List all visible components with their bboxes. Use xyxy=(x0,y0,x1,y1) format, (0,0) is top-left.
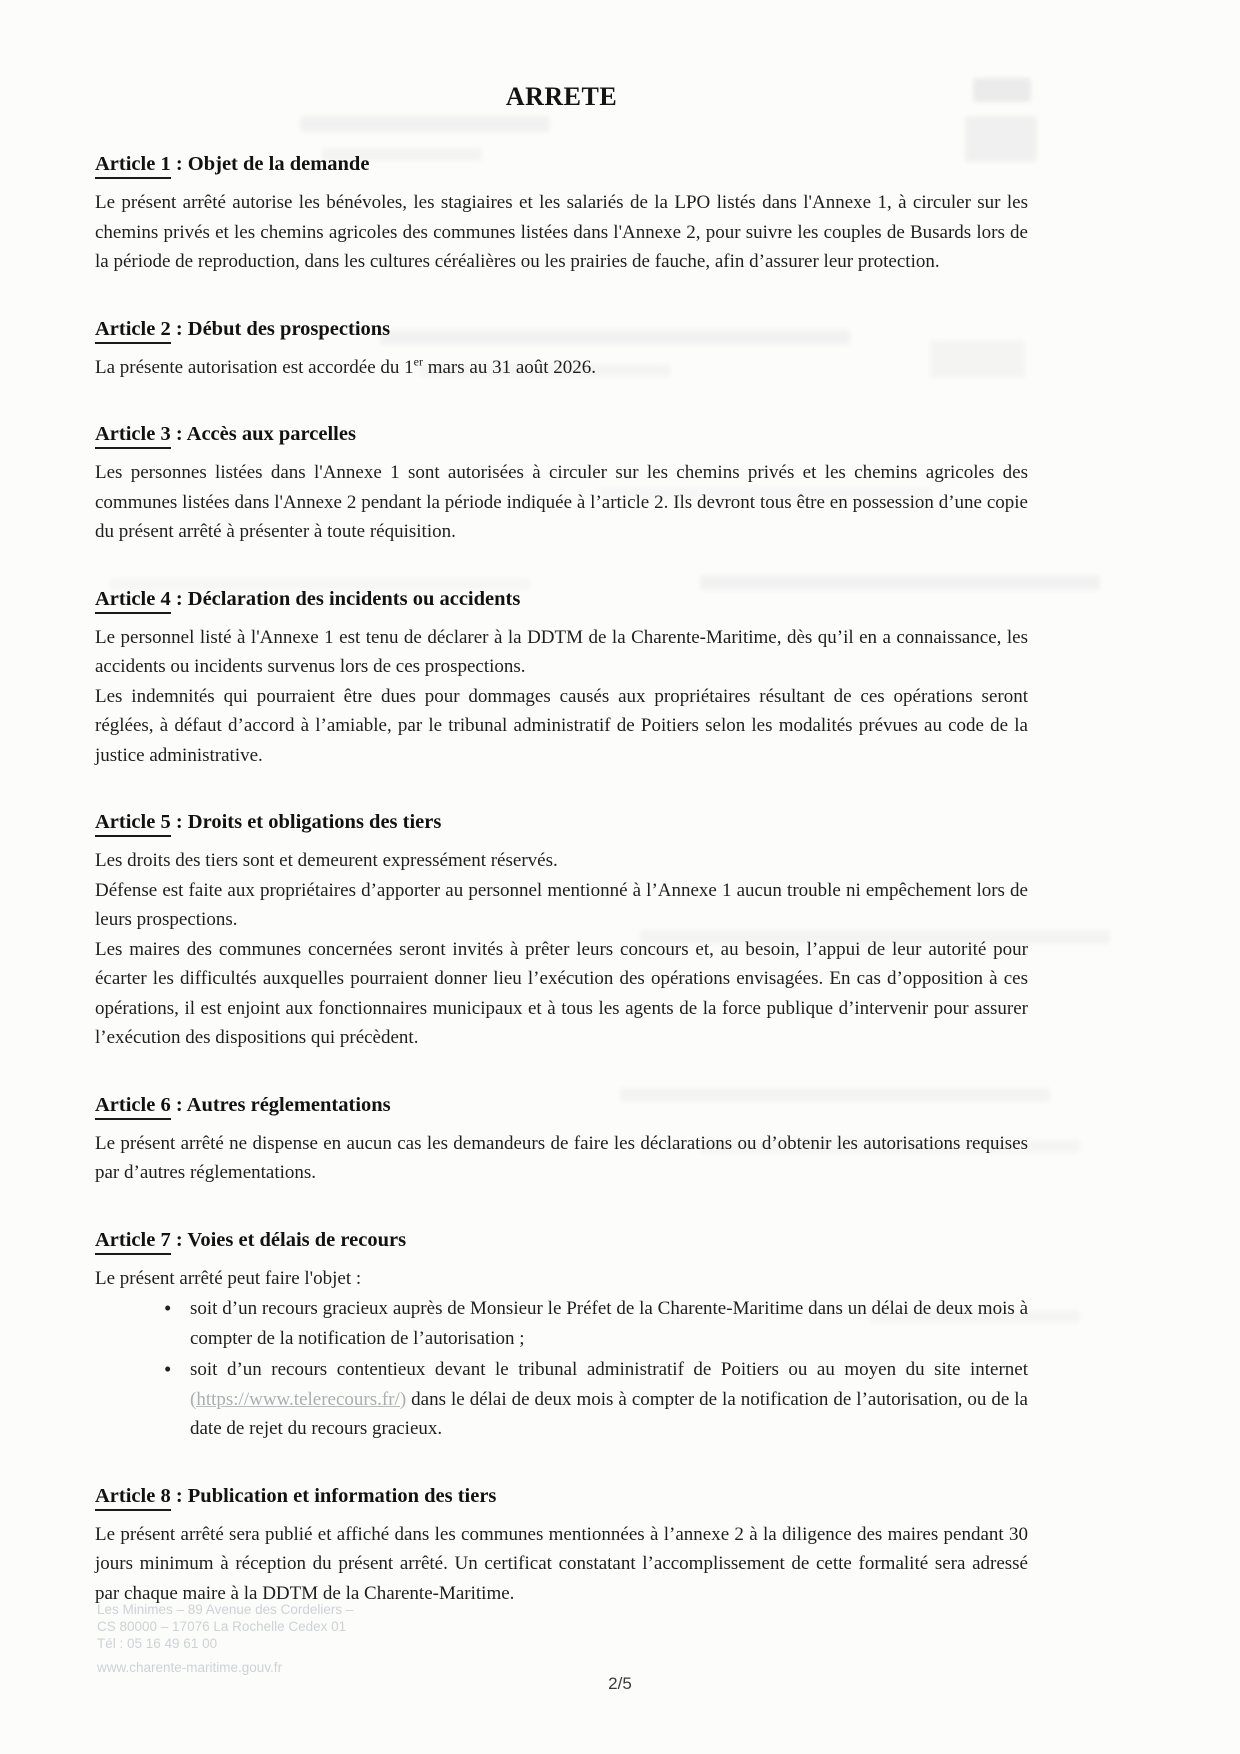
article-2-heading xyxy=(95,318,1028,344)
recours-option-contentieux-text-before: soit d’un recours contentieux devant le tribunal administratif de Poitiers ou au moyen du site internet xyxy=(190,1359,1028,1380)
article-2 xyxy=(95,318,1028,383)
article-8-paragraph: Le présent arrêté sera publié et affiché dans les communes mentionnées à l’annexe 2 à la diligence des maires pendant 30 jours minimum à réception du présent arrêté. Un certificat constatant l’accomplissement de cette formalité sera adressé par chaque maire à la DDTM de la Charente-Maritime. xyxy=(95,1523,1028,1604)
ordinal-superscript: er xyxy=(413,354,423,369)
article-7-title: : Voies et délais de recours xyxy=(170,1228,407,1251)
article-6-paragraph: Le présent arrêté ne dispense en aucun cas les demandeurs de faire les déclarations ou d’obtenir les autorisations requises par d’autres réglementations. xyxy=(95,1132,1028,1183)
article-1 xyxy=(95,153,1028,277)
article-4-paragraph-1: Le personnel listé à l'Annexe 1 est tenu de déclarer à la DDTM de la Charente-Maritime, dès qu’il en a connaissance, les accidents ou incidents survenus lors de ces prospections. xyxy=(95,626,1028,677)
article-7 xyxy=(95,1229,1028,1444)
document-body xyxy=(95,0,1028,1608)
footer-address-line: CS 80000 – 17076 La Rochelle Cedex 01 xyxy=(97,1619,347,1634)
recours-option-gracieux-text: soit d’un recours gracieux auprès de Monsieur le Préfet de la Charente-Maritime dans un délai de deux mois à compter de la notification de l’autorisation ; xyxy=(190,1298,1028,1349)
recours-option-contentieux-text-after: dans le délai de deux mois à compter de la notification de l’autorisation, ou de la date de rejet du recours gracieux. xyxy=(190,1388,1028,1439)
article-1-label: Article 1 xyxy=(95,153,171,179)
article-7-label: Article 7 xyxy=(95,1229,171,1255)
article-2-text-before-superscript: La présente autorisation est accordée du 1 xyxy=(95,356,414,378)
article-3-heading xyxy=(95,423,1028,449)
article-8-heading xyxy=(95,1485,1028,1511)
document-title: ARRETE xyxy=(505,82,618,111)
article-3-paragraph: Les personnes listées dans l'Annexe 1 sont autorisées à circuler sur les chemins privés et les chemins agricoles des communes listées dans l'Annexe 2 pendant la période indiquée à l’article 2. Ils devront tous être en possession d’une copie du présent arrêté à présenter à toute réquisition. xyxy=(95,462,1028,542)
article-4 xyxy=(95,588,1028,771)
article-7-intro: Le présent arrêté peut faire l'objet : xyxy=(95,1267,362,1289)
page-number: 2/5 xyxy=(608,1674,632,1693)
footer-website: www.charente-maritime.gouv.fr xyxy=(97,1660,283,1675)
article-4-title: : Déclaration des incidents ou accidents xyxy=(170,587,521,610)
article-3 xyxy=(95,423,1028,547)
article-4-paragraph-2: Les indemnités qui pourraient être dues pour dommages causés aux propriétaires résultant de ces opérations seront réglées, à défaut d’accord à l’amiable, par le tribunal administratif de Poitiers selon les modalités prévues au code de la justice administrative. xyxy=(95,685,1028,766)
article-3-label: Article 3 xyxy=(95,423,171,449)
recours-option-contentieux xyxy=(95,1355,1028,1444)
footer-address-line: Les Minimes – 89 Avenue des Cordeliers – xyxy=(97,1602,354,1617)
article-8 xyxy=(95,1485,1028,1609)
telerecours-link[interactable]: (https://www.telerecours.fr/) xyxy=(190,1388,407,1410)
article-7-heading xyxy=(95,1229,1028,1255)
article-2-label: Article 2 xyxy=(95,318,171,344)
article-2-paragraph xyxy=(95,353,1028,383)
article-5 xyxy=(95,811,1028,1053)
footer-address-block xyxy=(97,1601,353,1676)
article-5-paragraph-3: Les maires des communes concernées seront invités à prêter leurs concours et, au besoin, l’appui de leur autorité pour écarter les difficultés auxquelles pourraient donner lieu l’exécution des opérations envisagées. En cas d’opposition à ces opérations, il est enjoint aux fonctionnaires municipaux et à tous les agents de la force publique d’intervenir pour assurer l’exécution des dispositions qui précèdent. xyxy=(95,938,1028,1048)
recours-options-list xyxy=(95,1294,1028,1444)
article-4-label: Article 4 xyxy=(95,588,171,614)
article-6-heading xyxy=(95,1094,1028,1120)
article-6-label: Article 6 xyxy=(95,1094,171,1120)
footer-address-line: Tél : 05 16 49 61 00 xyxy=(97,1636,218,1651)
article-1-heading xyxy=(95,153,1028,179)
article-3-title: : Accès aux parcelles xyxy=(170,423,356,445)
article-6 xyxy=(95,1094,1028,1188)
article-5-heading xyxy=(95,811,1028,837)
recours-option-gracieux xyxy=(95,1294,1028,1353)
article-6-title: : Autres réglementations xyxy=(170,1093,391,1116)
article-8-title: : Publication et information des tiers xyxy=(170,1484,497,1507)
article-1-paragraph: Le présent arrêté autorise les bénévoles, les stagiaires et les salariés de la LPO listés dans l'Annexe 1, à circuler sur les chemins privés et les chemins agricoles des communes listées dans l'Annexe 2, pour suivre les couples de Busards lors de la période de reproduction, dans les cultures céréalières ou les prairies de fauche, afin d’assurer leur protection. xyxy=(95,192,1028,272)
article-5-label: Article 5 xyxy=(95,811,171,837)
article-5-paragraph-2: Défense est faite aux propriétaires d’apporter au personnel mentionné à l’Annexe 1 aucun trouble ni empêchement lors de leurs prospections. xyxy=(95,879,1028,930)
article-2-title: : Début des prospections xyxy=(170,317,391,340)
article-8-label: Article 8 xyxy=(95,1485,171,1511)
article-4-heading xyxy=(95,588,1028,614)
article-2-text-after-superscript: mars au 31 août 2026. xyxy=(422,356,597,378)
article-5-paragraph-1: Les droits des tiers sont et demeurent expressément réservés. xyxy=(95,850,558,871)
article-1-title: : Objet de la demande xyxy=(170,153,370,175)
article-5-title: : Droits et obligations des tiers xyxy=(170,811,442,833)
